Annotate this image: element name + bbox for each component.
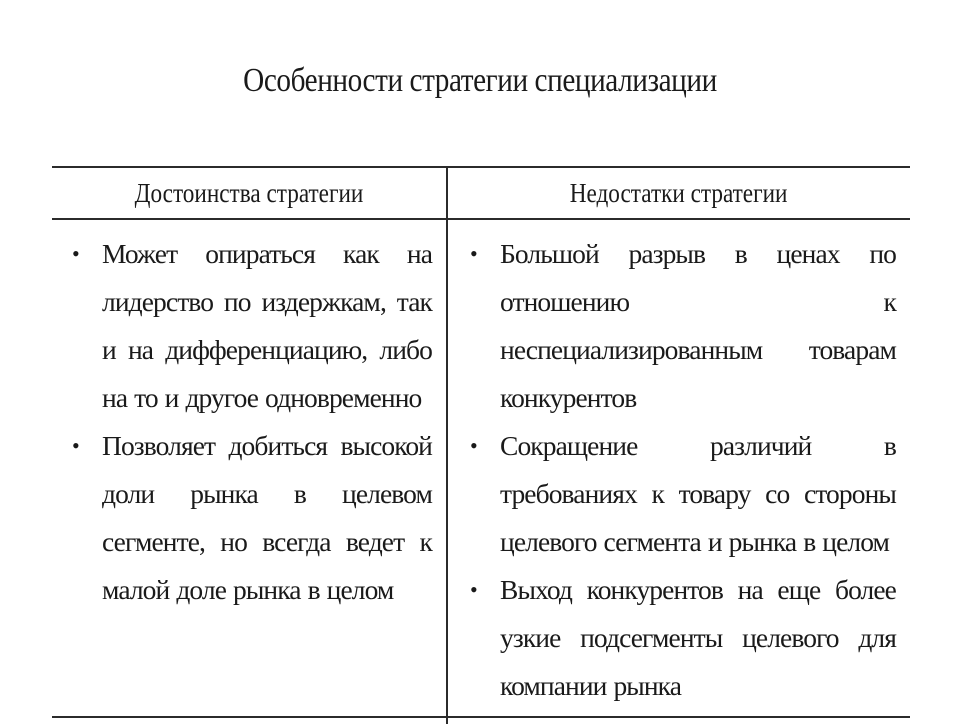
advantages-cell bbox=[52, 220, 448, 724]
list-item bbox=[470, 422, 896, 566]
header-advantages bbox=[52, 168, 448, 218]
bullet-icon: • bbox=[470, 433, 477, 458]
bullet-icon: • bbox=[72, 433, 79, 458]
bullet-icon: • bbox=[72, 241, 79, 266]
comparison-table bbox=[52, 166, 910, 724]
disadvantage-text: Выход конкурентов на еще более узкие подсегменты целевого для компании рынка bbox=[500, 574, 896, 701]
page-title: Особенности стратегии специализации bbox=[243, 62, 717, 99]
bullet-icon: • bbox=[470, 577, 477, 602]
table-bottom-border bbox=[52, 716, 910, 718]
table-body-row bbox=[52, 220, 910, 724]
header-disadvantages bbox=[448, 168, 910, 218]
advantage-text: Позволяет добиться высокой доли рынка в целевом сегменте, но всегда ведет к малой доле рынка в целом bbox=[102, 430, 432, 605]
list-item bbox=[470, 230, 896, 422]
header-disadvantages-label: Недостатки стратегии bbox=[570, 177, 788, 208]
disadvantages-list bbox=[470, 230, 896, 710]
disadvantage-text: Сокращение различий в требованиях к товару со стороны целевого сегмента и рынка в целом bbox=[500, 430, 896, 557]
list-item bbox=[72, 230, 432, 422]
advantages-list bbox=[72, 230, 432, 614]
list-item bbox=[470, 566, 896, 710]
bullet-icon: • bbox=[470, 241, 477, 266]
disadvantage-text: Большой разрыв в ценах по отношению к неспециализированным товарам конкурентов bbox=[500, 238, 896, 413]
header-advantages-label: Достоинства стратегии bbox=[134, 177, 364, 208]
advantage-text: Может опираться как на лидерство по издержкам, так и на дифференциацию, либо на то и другое одновременно bbox=[102, 238, 432, 413]
list-item bbox=[72, 422, 432, 614]
table-header-row bbox=[52, 168, 910, 220]
disadvantages-cell bbox=[448, 220, 910, 724]
